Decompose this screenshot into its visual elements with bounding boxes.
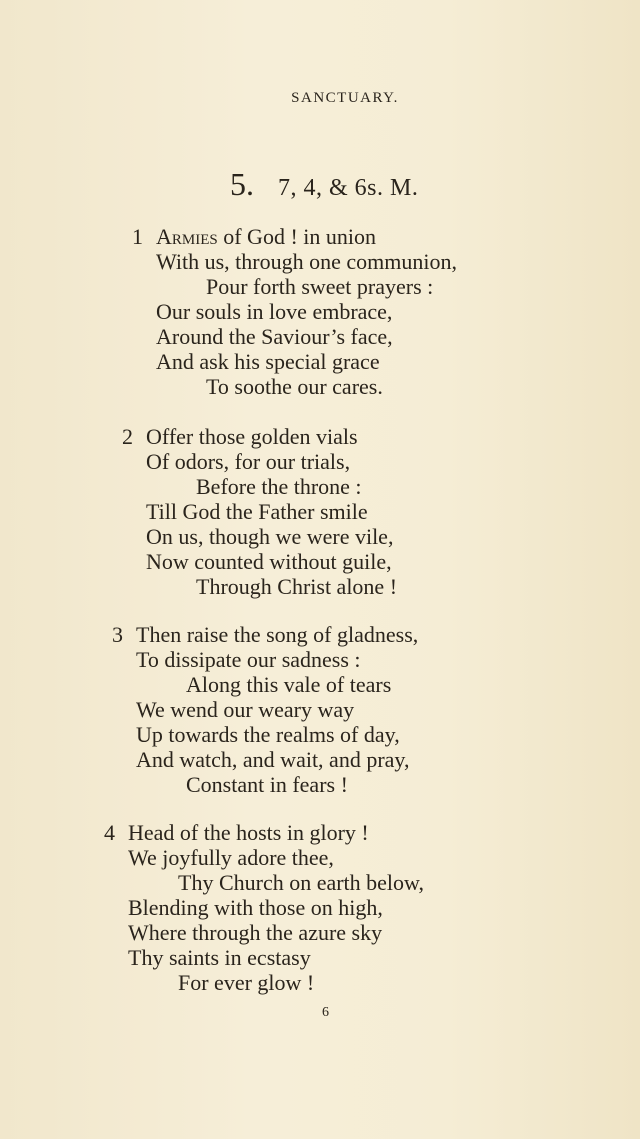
verse-line-text: To dissipate our sadness :: [136, 647, 361, 672]
stanza-number: 3: [112, 622, 123, 647]
verse-line: [136, 772, 418, 797]
verse-line-text: We wend our weary way: [136, 697, 355, 722]
verse-line-text: Where through the azure sky: [128, 920, 383, 945]
verse-line-text: Constant in fears !: [186, 772, 348, 797]
verse-line: [136, 672, 418, 697]
verse-line-text: With us, through one communion,: [156, 249, 457, 274]
verse-line-text: Now counted without guile,: [146, 549, 392, 574]
verse-line-text: And ask his special grace: [156, 349, 380, 374]
verse-line-text: Along this vale of tears: [186, 672, 392, 697]
verse-line-text: For ever glow !: [178, 970, 315, 995]
verse-line: [122, 424, 397, 449]
verse-line-text: On us, though we were vile,: [146, 524, 394, 549]
verse-line: [146, 499, 397, 524]
verse-line: [156, 274, 457, 299]
verse-line: [136, 747, 418, 772]
verse-line-text: Head of the hosts in glory !: [128, 820, 369, 845]
running-head: SANCTUARY.: [291, 90, 399, 106]
verse-line-text: Offer those golden vials: [146, 424, 358, 449]
stanza-4: [104, 820, 425, 995]
verse-line-text: Around the Saviour’s face,: [156, 324, 393, 349]
verse-line: [156, 299, 457, 324]
verse-line-text: And watch, and wait, and pray,: [136, 747, 410, 772]
hymn-heading: [230, 166, 418, 203]
verse-line: [156, 249, 457, 274]
stanza-2: [122, 424, 398, 599]
hymn-number: 5.: [230, 166, 254, 202]
verse-line-text: Till God the Father smile: [146, 499, 368, 524]
verse-line: [146, 524, 397, 549]
verse-line-text: Thy Church on earth below,: [178, 870, 425, 895]
verse-line: [128, 945, 424, 970]
hymn-meter: 7, 4, & 6s. M.: [278, 175, 419, 201]
verse-line: [128, 845, 424, 870]
verse-line: [146, 574, 397, 599]
verse-line: [146, 449, 397, 474]
verse-line-text: Our souls in love embrace,: [156, 299, 393, 324]
stanza-number: 2: [122, 424, 133, 449]
stanza-3: [112, 622, 419, 797]
verse-line: [136, 647, 418, 672]
stanza-1: [132, 224, 457, 399]
verse-line: [136, 722, 418, 747]
stanza-number: 1: [132, 224, 143, 249]
verse-line: [128, 920, 424, 945]
verse-line-text: Of odors, for our trials,: [146, 449, 351, 474]
verse-line: [132, 224, 457, 249]
verse-line: [112, 622, 419, 647]
verse-line: [104, 820, 424, 845]
verse-line: [146, 474, 397, 499]
verse-line-text: Then raise the song of gladness,: [136, 622, 419, 647]
page-number: 6: [322, 1005, 329, 1020]
verse-line: [128, 870, 424, 895]
verse-line: [128, 895, 424, 920]
verse-line-text: Before the throne :: [196, 474, 362, 499]
verse-first-word: Armies: [156, 224, 218, 249]
verse-line-text: Pour forth sweet prayers :: [206, 274, 434, 299]
verse-line: [156, 349, 457, 374]
verse-line: [146, 549, 397, 574]
stanza-number: 4: [104, 820, 115, 845]
verse-line: [156, 324, 457, 349]
verse-line: [156, 374, 457, 399]
verse-line-text: Through Christ alone !: [196, 574, 398, 599]
verse-line: [128, 970, 424, 995]
verse-line-text: Up towards the realms of day,: [136, 722, 400, 747]
verse-line-text: Blending with those on high,: [128, 895, 383, 920]
verse-line-text: We joyfully adore thee,: [128, 845, 334, 870]
verse-line-text: Thy saints in ecstasy: [128, 945, 311, 970]
verse-line: [136, 697, 418, 722]
verse-line-text: of God ! in union: [217, 224, 376, 249]
verse-line-text: To soothe our cares.: [206, 374, 383, 399]
